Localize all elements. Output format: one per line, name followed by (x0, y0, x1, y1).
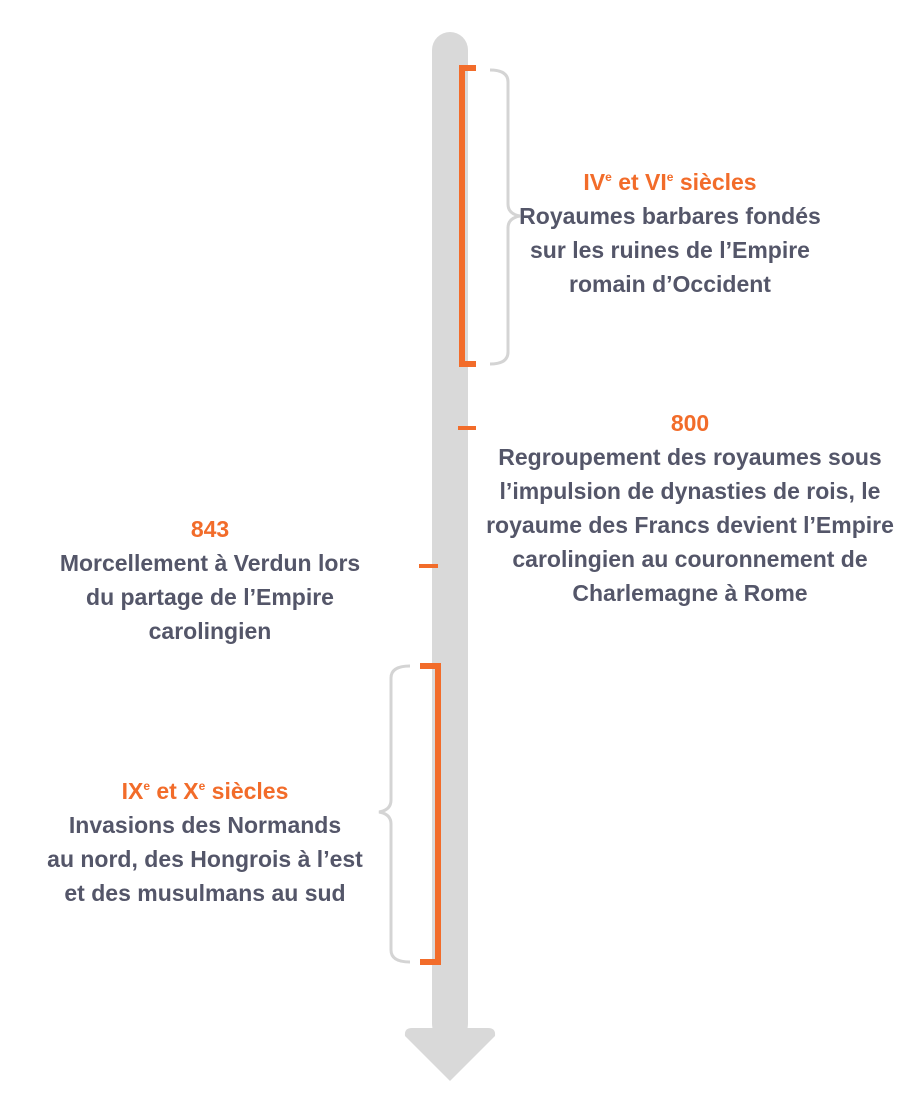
event-843 (40, 512, 380, 648)
date-superscript: e (143, 779, 150, 793)
period-iv-vi-marker (462, 68, 476, 364)
event-800-description: Regroupement des royaumes sous l’impulsion de dynasties de rois, le royaume des Francs devient l’Empire carolingien au couronnement de Charlemagne à Rome (486, 444, 894, 606)
period-ix-x-marker (420, 666, 438, 962)
date-part: siècles (205, 778, 289, 804)
date-superscript: e (198, 779, 206, 793)
date-part: IX (121, 778, 144, 804)
timeline-arrow-head (405, 1028, 495, 1081)
event-ix-x-description: Invasions des Normands au nord, des Hongrois à l’est et des musulmans au sud (47, 812, 363, 906)
date-part: IV (583, 169, 606, 195)
event-ix-x (35, 774, 375, 910)
date-superscript: e (666, 170, 674, 184)
event-ix-x-date (35, 774, 375, 808)
date-part: siècles (673, 169, 757, 195)
date-superscript: e (605, 170, 612, 184)
event-iv-vi-date (515, 165, 825, 199)
event-iv-vi (515, 165, 825, 301)
event-843-date: 843 (190, 516, 230, 542)
event-800 (475, 406, 905, 610)
event-843-description: Morcellement à Verdun lors du partage de l’Empire carolingien (59, 550, 361, 644)
period-ix-x-brace (379, 666, 410, 962)
event-iv-vi-description: Royaumes barbares fondés sur les ruines de l’Empire romain d’Occident (519, 203, 821, 297)
date-part: et VI (611, 169, 667, 195)
event-800-date: 800 (670, 410, 710, 436)
date-part: et X (150, 778, 199, 804)
